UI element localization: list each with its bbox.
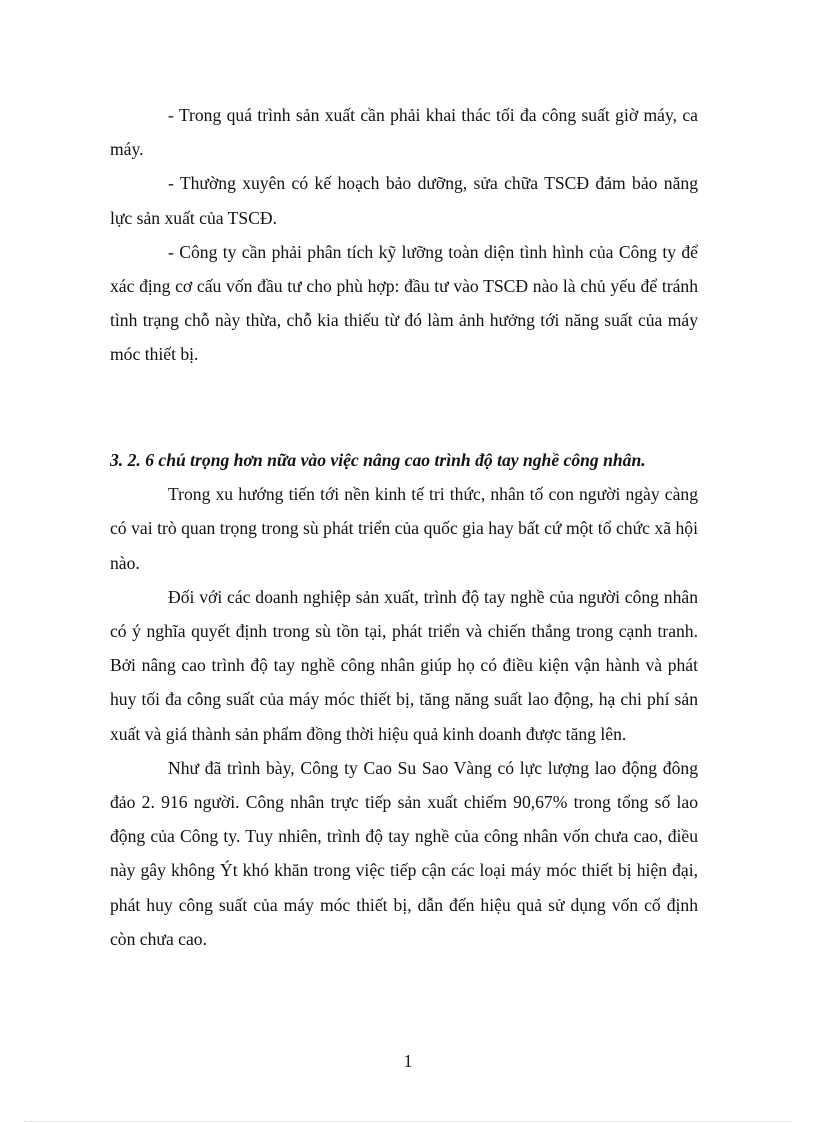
footer-divider — [24, 1121, 792, 1122]
section-3-2-6 — [110, 443, 698, 956]
list-section — [110, 98, 698, 372]
list-paragraph: - Thường xuyên có kế hoạch bảo dưỡng, sửa chữa TSCĐ đảm bảo năng lực sản xuất của TSCĐ. — [110, 173, 698, 228]
body-paragraph: Đối với các doanh nghiệp sản xuất, trình độ tay nghề của người công nhân có ý nghĩa quyết định trong sù tồn tại, phát triển và chiến thắng trong cạnh tranh. Bởi nâng cao trình độ tay nghề công nhân giúp họ có điều kiện vận hành và phát huy tối đa công suất của máy móc thiết bị, tăng năng suất lao động, hạ chi phí sản xuất và giá thành sản phẩm đồng thời hiệu quả kinh doanh được tăng lên. — [110, 586, 698, 744]
list-paragraph: - Công ty cần phải phân tích kỹ lưỡng toàn diện tình hình của Công ty để xác địng cơ cấu vốn đầu tư cho phù hợp: đầu tư vào TSCĐ nào là chủ yếu để tránh tình trạng chỗ này thừa, chỗ kia thiếu từ đó làm ảnh hưởng tới năng suất của máy móc thiết bị. — [110, 241, 698, 365]
body-paragraph: Như đã trình bày, Công ty Cao Su Sao Vàng có lực lượng lao động đông đảo 2. 916 người. Công nhân trực tiếp sản xuất chiếm 90,67% trong tổng số lao động của Công ty. Tuy nhiên, trình độ tay nghề của công nhân vốn chưa cao, điều này gây không Ýt khó khăn trong việc tiếp cận các loại máy móc thiết bị hiện đại, phát huy công suất của máy móc thiết bị, dẫn đến hiệu quả sử dụng vốn cố định còn chưa cao. — [110, 757, 698, 949]
list-paragraph: - Trong quá trình sản xuất cần phải khai thác tối đa công suất giờ máy, ca máy. — [110, 105, 698, 160]
body-paragraph: Trong xu hướng tiến tới nền kinh tế tri thức, nhân tố con người ngày càng có vai trò quan trọng trong sù phát triển của quốc gia hay bất cứ một tổ chức xã hội nào. — [110, 484, 698, 573]
section-heading: 3. 2. 6 chú trọng hơn nữa vào việc nâng cao trình độ tay nghề công nhân. — [110, 450, 646, 470]
page-number: 1 — [403, 1051, 413, 1071]
